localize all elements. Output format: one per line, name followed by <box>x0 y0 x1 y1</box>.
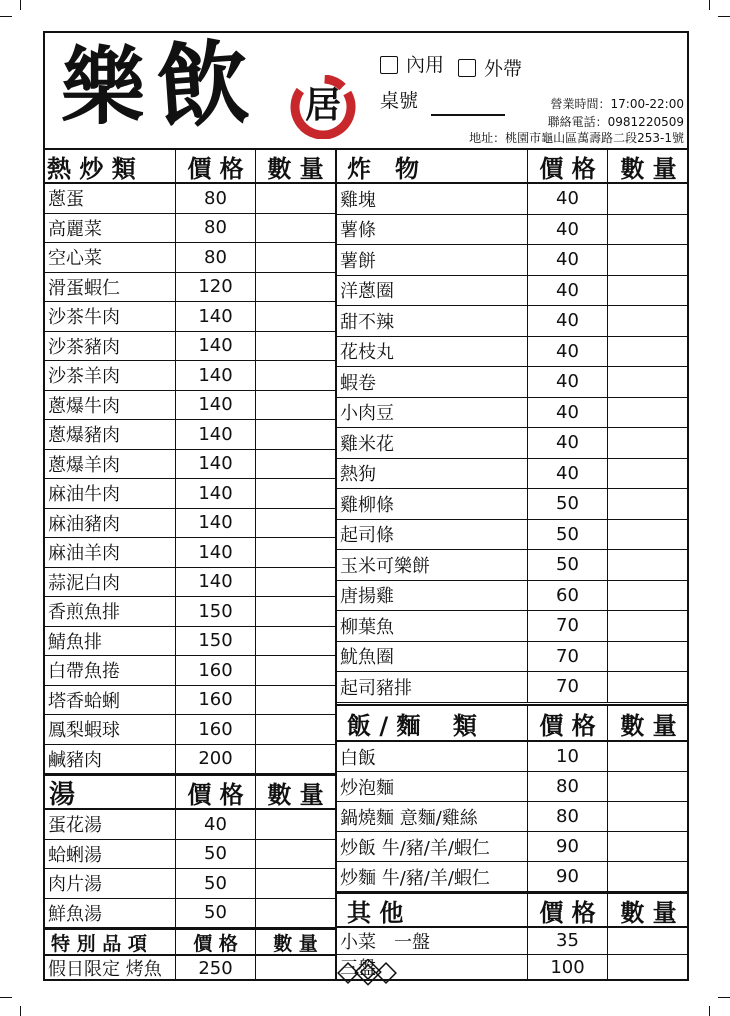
item-price: 40 <box>527 398 607 428</box>
quantity-cell[interactable] <box>255 302 335 331</box>
item-name: 白帶魚捲 <box>48 661 120 683</box>
item-price: 140 <box>175 332 255 361</box>
menu-item-row <box>45 302 335 332</box>
quantity-cell[interactable] <box>255 184 335 213</box>
item-name: 鯖魚排 <box>48 631 102 653</box>
item-name: 麻油牛肉 <box>48 484 120 506</box>
item-name: 高麗菜 <box>48 218 102 240</box>
item-price: 70 <box>527 611 607 641</box>
crop-mark <box>0 16 12 17</box>
quantity-cell[interactable] <box>607 215 689 245</box>
menu-item-row <box>337 742 689 772</box>
menu-item-row <box>337 398 689 429</box>
item-price: 80 <box>527 802 607 831</box>
crop-mark <box>709 1006 710 1016</box>
crop-mark <box>20 1006 21 1016</box>
menu-item-row <box>337 832 689 862</box>
item-name: 肉片湯 <box>48 874 102 896</box>
quantity-cell[interactable] <box>255 899 335 928</box>
menu-item-row <box>45 479 335 509</box>
item-name: 鳳梨蝦球 <box>48 720 120 742</box>
item-name: 白飯 <box>340 747 376 769</box>
soup-title: 湯 <box>49 779 76 810</box>
item-price: 120 <box>175 273 255 302</box>
item-price: 60 <box>527 581 607 611</box>
quantity-cell[interactable] <box>607 428 689 458</box>
quantity-header: 數 量 <box>255 150 335 182</box>
quantity-cell[interactable] <box>607 672 689 702</box>
item-name: 蛋花湯 <box>48 815 102 837</box>
special-price-header: 價 格 <box>175 930 255 954</box>
menu-item-row <box>45 450 335 480</box>
stir-fry-title: 熱 炒 類 <box>47 154 136 183</box>
takeout-label: 外帶 <box>484 58 523 80</box>
menu-item-row <box>337 184 689 215</box>
item-price: 80 <box>527 772 607 801</box>
item-price: 40 <box>527 184 607 214</box>
item-name: 蔥蛋 <box>48 189 84 211</box>
item-price: 50 <box>175 869 255 898</box>
special-title: 特 別 品 項 <box>51 932 147 955</box>
address: 地址：桃園市龜山區萬壽路二段253-1號 <box>469 131 684 145</box>
item-price: 35 <box>527 928 607 954</box>
item-name: 小肉豆 <box>340 403 394 425</box>
item-price: 140 <box>175 568 255 597</box>
item-name: 鍋燒麵 意麵/雞絲 <box>340 807 478 829</box>
crop-mark <box>0 997 12 998</box>
menu-item-row <box>45 715 335 745</box>
item-name: 炒泡麵 <box>340 777 394 799</box>
quantity-cell[interactable] <box>607 581 689 611</box>
menu-item-row <box>45 391 335 421</box>
item-price: 160 <box>175 715 255 744</box>
item-name: 沙茶豬肉 <box>48 336 120 358</box>
quantity-cell[interactable] <box>255 745 335 774</box>
quantity-cell[interactable] <box>607 306 689 336</box>
item-price: 140 <box>175 479 255 508</box>
right-column <box>335 150 689 981</box>
menu-item-row <box>45 214 335 244</box>
menu-item-row <box>45 686 335 716</box>
item-name: 香煎魚排 <box>48 602 120 624</box>
store-info <box>548 95 684 131</box>
item-price: 40 <box>527 215 607 245</box>
menu-item-row <box>45 869 335 899</box>
item-price: 140 <box>175 391 255 420</box>
menu-item-row <box>337 489 689 520</box>
others-title: 其 他 <box>347 898 404 927</box>
menu-item-row <box>337 802 689 832</box>
item-price: 40 <box>527 306 607 336</box>
quantity-cell[interactable] <box>607 611 689 641</box>
menu-item-row <box>337 550 689 581</box>
quantity-cell[interactable] <box>255 420 335 449</box>
quantity-cell[interactable] <box>607 520 689 550</box>
quantity-cell[interactable] <box>607 802 689 831</box>
item-name: 魷魚圈 <box>340 647 394 669</box>
quantity-cell[interactable] <box>255 597 335 626</box>
menu-item-row <box>337 215 689 246</box>
item-name: 蔥爆豬肉 <box>48 425 120 447</box>
item-price: 140 <box>175 538 255 567</box>
item-name: 麻油豬肉 <box>48 513 120 535</box>
quantity-cell[interactable] <box>607 367 689 397</box>
item-price: 160 <box>175 656 255 685</box>
item-price: 50 <box>527 550 607 580</box>
business-hours: 營業時間：17:00-22:00 <box>550 97 684 111</box>
item-price: 40 <box>527 276 607 306</box>
item-price: 40 <box>527 337 607 367</box>
item-name: 甜不辣 <box>340 311 394 333</box>
quantity-cell[interactable] <box>255 568 335 597</box>
item-price: 90 <box>527 832 607 861</box>
item-name: 鮮魚湯 <box>48 903 102 925</box>
item-name: 起司條 <box>340 525 394 547</box>
item-name: 炒麵 牛/豬/羊/蝦仁 <box>340 867 490 889</box>
item-price: 80 <box>175 214 255 243</box>
item-name: 蛤蜊湯 <box>48 844 102 866</box>
menu-item-row <box>337 245 689 276</box>
menu-item-row <box>45 840 335 870</box>
menu-item-row <box>45 597 335 627</box>
price-header: 價 格 <box>527 894 607 926</box>
menu-item-row <box>337 276 689 307</box>
menu-item-row <box>45 568 335 598</box>
menu-item-row <box>45 627 335 657</box>
quantity-cell[interactable] <box>607 276 689 306</box>
logo-char-3: 居 <box>305 84 342 126</box>
menu-item-row <box>337 428 689 459</box>
special-quantity-header: 數 量 <box>255 930 335 954</box>
item-name: 炒飯 牛/豬/羊/蝦仁 <box>340 837 490 859</box>
quantity-cell[interactable] <box>255 656 335 685</box>
crop-mark <box>718 997 730 998</box>
logo-char-1: 樂 <box>61 37 146 136</box>
menu-item-row <box>45 509 335 539</box>
quantity-cell[interactable] <box>607 928 689 954</box>
price-header: 價 格 <box>175 150 255 182</box>
item-price: 50 <box>527 520 607 550</box>
item-price: 40 <box>527 428 607 458</box>
quantity-cell[interactable] <box>607 642 689 672</box>
item-price: 160 <box>175 686 255 715</box>
menu-item-row <box>45 361 335 391</box>
quantity-cell[interactable] <box>607 862 689 891</box>
item-price: 140 <box>175 420 255 449</box>
quantity-cell[interactable] <box>255 214 335 243</box>
menu-item-row <box>337 642 689 673</box>
dine-in-checkbox[interactable] <box>380 56 398 74</box>
item-name: 蔥爆牛肉 <box>48 395 120 417</box>
quantity-cell[interactable] <box>255 450 335 479</box>
menu-item-row <box>337 581 689 612</box>
quantity-cell[interactable] <box>255 243 335 272</box>
item-price: 70 <box>527 642 607 672</box>
menu-item-row <box>45 538 335 568</box>
item-name: 麻油羊肉 <box>48 543 120 565</box>
item-name: 蝦卷 <box>340 372 376 394</box>
fried-title: 炸 物 <box>347 154 419 183</box>
crop-mark <box>20 0 21 10</box>
item-name: 洋蔥圈 <box>340 281 394 303</box>
others-header <box>337 892 689 928</box>
price-header: 價 格 <box>527 150 607 182</box>
quantity-header: 數 量 <box>607 706 689 740</box>
fried-header <box>337 150 689 184</box>
item-name: 雞塊 <box>340 189 376 211</box>
price-header: 價 格 <box>527 706 607 740</box>
quantity-cell[interactable] <box>255 273 335 302</box>
logo-char-2: 飲 <box>153 27 253 143</box>
rice-noodle-header <box>337 704 689 742</box>
menu-item-row <box>45 899 335 929</box>
quantity-cell[interactable] <box>255 509 335 538</box>
menu-item-row <box>45 420 335 450</box>
quantity-cell[interactable] <box>607 459 689 489</box>
quantity-cell[interactable] <box>607 245 689 275</box>
item-price: 40 <box>527 245 607 275</box>
menu-sheet <box>43 27 689 981</box>
item-price: 250 <box>175 956 255 980</box>
quantity-cell[interactable] <box>607 489 689 519</box>
phone-number: 聯絡電話：0981220509 <box>547 115 684 129</box>
item-price: 80 <box>175 243 255 272</box>
quantity-cell[interactable] <box>255 332 335 361</box>
item-name: 玉米可樂餅 <box>340 555 430 577</box>
quantity-cell[interactable] <box>607 742 689 771</box>
item-name: 沙茶牛肉 <box>48 307 120 329</box>
item-price: 200 <box>175 745 255 774</box>
item-name: 雞米花 <box>340 433 394 455</box>
quantity-cell[interactable] <box>255 538 335 567</box>
takeout-checkbox[interactable] <box>458 59 476 77</box>
quantity-cell[interactable] <box>255 627 335 656</box>
item-name: 熱狗 <box>340 464 376 486</box>
item-price: 50 <box>175 840 255 869</box>
item-price: 150 <box>175 597 255 626</box>
item-price: 140 <box>175 509 255 538</box>
quantity-cell[interactable] <box>255 479 335 508</box>
quantity-header: 數 量 <box>607 150 689 182</box>
quantity-cell[interactable] <box>607 772 689 801</box>
menu-item-row <box>337 611 689 642</box>
item-name: 沙茶羊肉 <box>48 366 120 388</box>
menu-item-row <box>337 862 689 892</box>
crop-mark <box>709 0 710 10</box>
item-name: 蔥爆羊肉 <box>48 454 120 476</box>
item-name: 三盤 <box>340 958 376 980</box>
menu-item-row <box>45 332 335 362</box>
item-name: 薯餅 <box>340 250 376 272</box>
item-price: 150 <box>175 627 255 656</box>
item-price: 10 <box>527 742 607 771</box>
stir-fry-header <box>45 150 335 184</box>
quantity-cell[interactable] <box>255 810 335 839</box>
menu-item-row <box>45 956 335 981</box>
item-name: 空心菜 <box>48 248 102 270</box>
quantity-cell[interactable] <box>607 337 689 367</box>
item-name: 小菜 一盤 <box>340 931 430 953</box>
quantity-cell[interactable] <box>607 550 689 580</box>
crop-mark <box>718 16 730 17</box>
item-price: 80 <box>175 184 255 213</box>
quantity-cell[interactable] <box>255 391 335 420</box>
item-name: 薯條 <box>340 220 376 242</box>
quantity-cell[interactable] <box>607 398 689 428</box>
quantity-cell[interactable] <box>255 869 335 898</box>
menu-item-row <box>337 520 689 551</box>
item-name: 假日限定 烤魚 <box>48 959 162 980</box>
item-price: 100 <box>527 955 607 981</box>
menu-item-row <box>45 745 335 775</box>
quantity-header: 數 量 <box>255 776 335 808</box>
special-header <box>45 928 335 956</box>
menu-item-row <box>337 928 689 955</box>
item-price: 140 <box>175 450 255 479</box>
item-name: 起司豬排 <box>340 677 412 699</box>
menu-item-row <box>45 184 335 214</box>
quantity-cell[interactable] <box>255 956 335 980</box>
brand-logo <box>59 27 359 147</box>
item-name: 花枝丸 <box>340 342 394 364</box>
rice-noodle-title: 飯 / 麵 類 <box>347 711 477 740</box>
menu-item-row <box>337 337 689 368</box>
knot-ornament-icon <box>337 959 397 989</box>
menu-item-row <box>45 656 335 686</box>
menu-item-row <box>45 810 335 840</box>
quantity-cell[interactable] <box>607 184 689 214</box>
soup-header <box>45 774 335 810</box>
quantity-cell[interactable] <box>255 840 335 869</box>
item-price: 70 <box>527 672 607 702</box>
item-name: 滑蛋蝦仁 <box>48 277 120 299</box>
menu-item-row <box>337 459 689 490</box>
menu-item-row <box>337 772 689 802</box>
item-name: 蒜泥白肉 <box>48 572 120 594</box>
menu-item-row <box>45 273 335 303</box>
table-number-line[interactable] <box>431 114 505 116</box>
quantity-cell[interactable] <box>255 715 335 744</box>
item-price: 140 <box>175 302 255 331</box>
item-price: 140 <box>175 361 255 390</box>
menu-item-row <box>337 367 689 398</box>
item-price: 90 <box>527 862 607 891</box>
item-price: 40 <box>527 367 607 397</box>
item-price: 50 <box>527 489 607 519</box>
item-name: 鹹豬肉 <box>48 749 102 771</box>
price-header: 價 格 <box>175 776 255 808</box>
quantity-cell[interactable] <box>607 832 689 861</box>
menu-item-row <box>45 243 335 273</box>
item-price: 50 <box>175 899 255 928</box>
quantity-cell[interactable] <box>607 955 689 981</box>
item-name: 雞柳條 <box>340 494 394 516</box>
left-column <box>45 150 335 981</box>
item-price: 40 <box>175 810 255 839</box>
menu-item-row <box>337 672 689 703</box>
item-price: 40 <box>527 459 607 489</box>
item-name: 柳葉魚 <box>340 616 394 638</box>
quantity-header: 數 量 <box>607 894 689 926</box>
dine-in-label: 內用 <box>406 54 445 76</box>
item-name: 塔香蛤蜊 <box>48 690 120 712</box>
item-name: 唐揚雞 <box>340 586 394 608</box>
menu-item-row <box>337 306 689 337</box>
quantity-cell[interactable] <box>255 686 335 715</box>
table-number-label: 桌號 <box>380 90 419 112</box>
quantity-cell[interactable] <box>255 361 335 390</box>
